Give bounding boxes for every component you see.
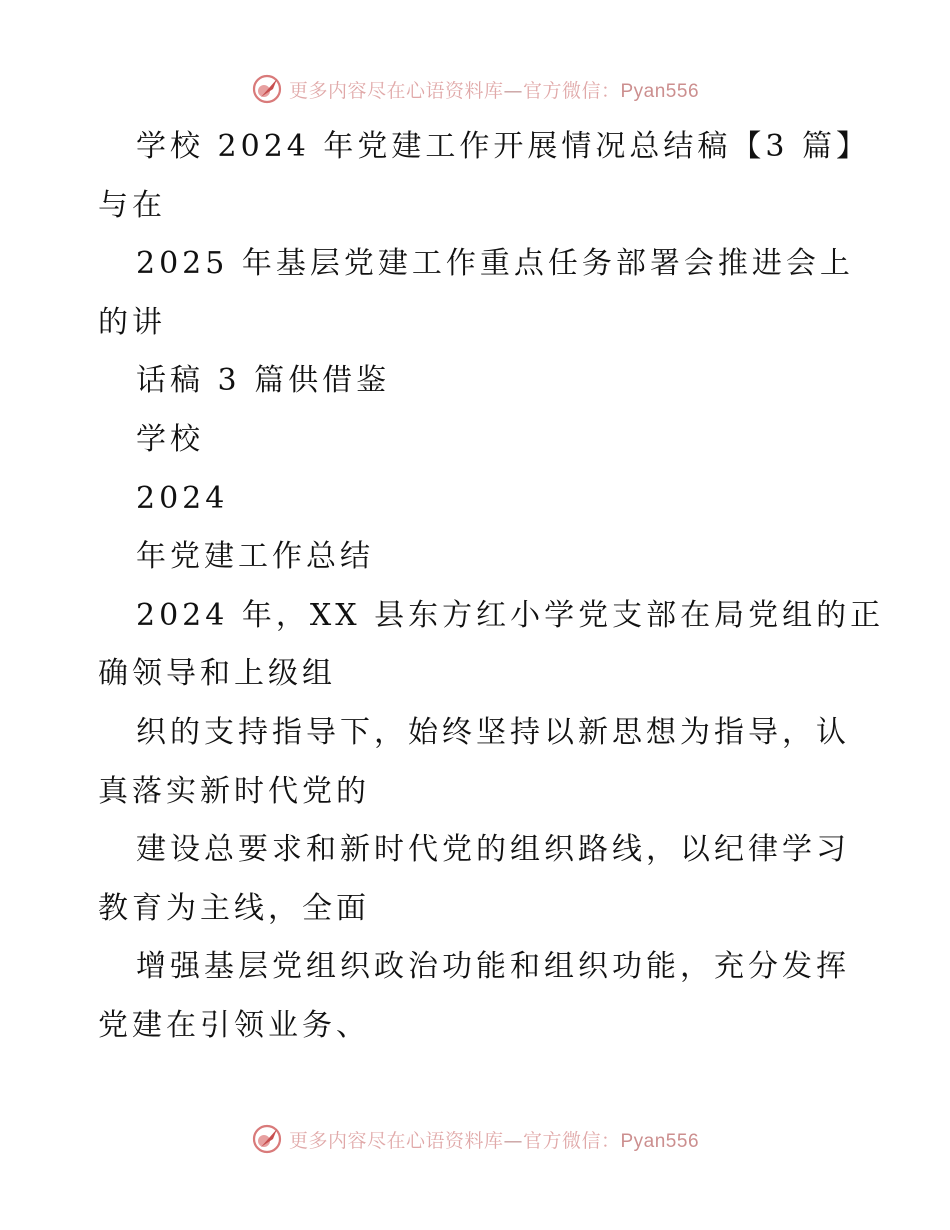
- text-line: 增强基层党组织政治功能和组织功能，充分发挥: [136, 949, 850, 985]
- text-line: 党建在引领业务、: [98, 1007, 370, 1043]
- watermark-text: [289, 76, 699, 103]
- text-line: 2024 年，XX 县东方红小学党支部在局党组的正: [136, 597, 885, 633]
- watermark-contact: 官方微信：: [522, 1129, 621, 1152]
- text-line: 学校 2024 年党建工作开展情况总结稿【3 篇】: [136, 129, 871, 164]
- text-line: 2025 年基层党建工作重点任务部署会推进会上: [136, 246, 854, 282]
- watermark-contact: 官方微信：: [522, 79, 621, 102]
- text-line: 学校: [136, 421, 204, 457]
- watermark-brand: 更多内容尽在心语资料库: [288, 79, 504, 102]
- watermark-separator: —: [503, 79, 523, 102]
- text-line: 织的支持指导下，始终坚持以新思想为指导，认: [136, 714, 850, 750]
- document-body: [98, 118, 885, 1056]
- text-line: 确领导和上级组: [98, 656, 336, 692]
- watermark-text: [289, 1126, 699, 1153]
- footer-watermark: [0, 1122, 950, 1156]
- text-line: 的讲: [98, 304, 166, 340]
- quill-logo-icon: [251, 1123, 283, 1155]
- header-watermark: [0, 72, 950, 106]
- watermark-brand: 更多内容尽在心语资料库: [288, 1129, 504, 1152]
- watermark-id: Pyan556: [620, 80, 700, 102]
- watermark-separator: —: [503, 1129, 523, 1152]
- watermark-id: Pyan556: [620, 1130, 700, 1152]
- text-line: 话稿 3 篇供借鉴: [136, 363, 391, 399]
- text-line: 建设总要求和新时代党的组织路线，以纪律学习: [136, 832, 850, 868]
- text-line: 与在: [98, 187, 166, 223]
- text-line: 真落实新时代党的: [98, 773, 370, 809]
- text-line: 教育为主线，全面: [98, 890, 370, 926]
- quill-logo-icon: [251, 73, 283, 105]
- text-line: 2024: [136, 480, 229, 516]
- text-line: 年党建工作总结: [136, 539, 374, 575]
